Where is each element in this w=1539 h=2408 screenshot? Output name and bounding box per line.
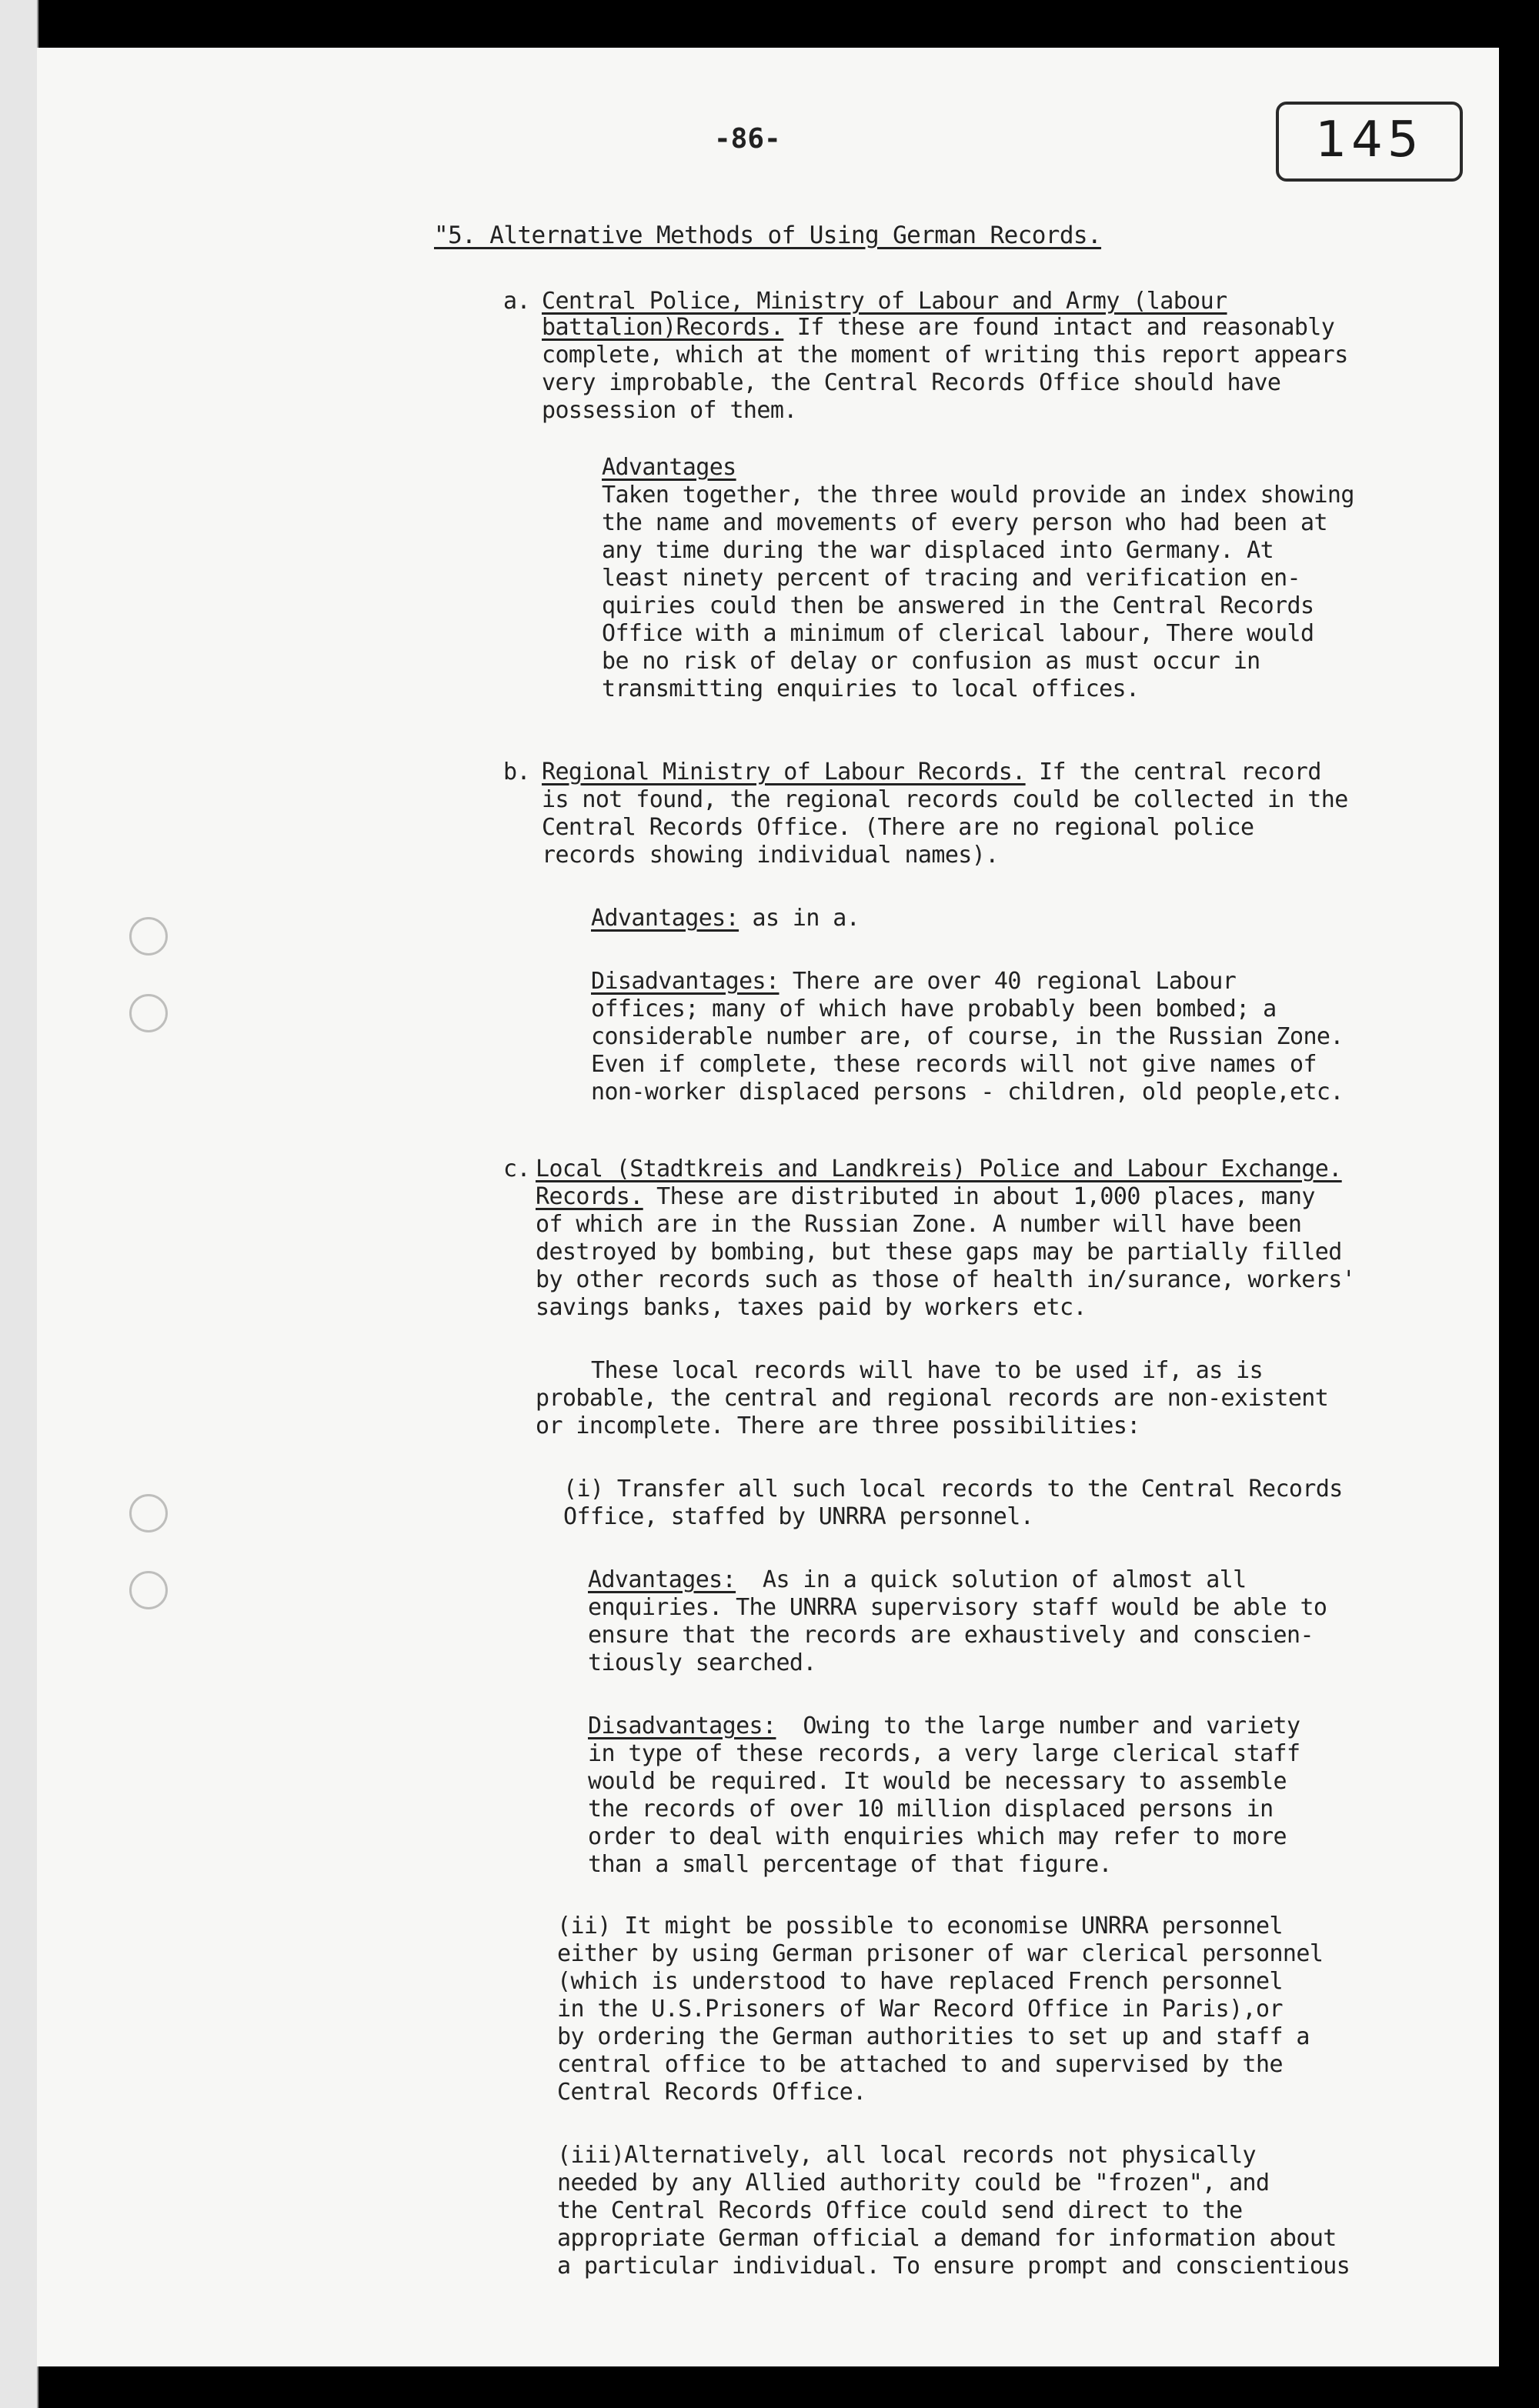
option-i-advantages-text: As in a quick solution of almost all xyxy=(736,1566,1247,1593)
item-a-advantages-line: be no risk of delay or confusion as must occur in xyxy=(602,648,1260,675)
folio-stamp: 145 xyxy=(1276,102,1463,182)
option-i-line: Office, staffed by UNRRA personnel. xyxy=(563,1503,1034,1530)
punch-hole xyxy=(129,917,168,956)
option-iii-line: (iii)Alternatively, all local records not physically xyxy=(557,2142,1256,2169)
item-c-title-end: Records. xyxy=(536,1183,643,1210)
document-page xyxy=(37,48,1499,2366)
item-a-label: a. xyxy=(503,288,530,315)
option-i-advantages-line: enquiries. The UNRRA supervisory staff would be able to xyxy=(588,1594,1327,1621)
option-ii-line: by ordering the German authorities to set up and staff a xyxy=(557,2023,1310,2050)
option-iii-line: appropriate German official a demand for information about xyxy=(557,2225,1337,2252)
option-iii-line: needed by any Allied authority could be "frozen", and xyxy=(557,2170,1270,2196)
item-a-title-line1 xyxy=(542,288,1227,315)
option-ii-line: (ii) It might be possible to economise UNRRA personnel xyxy=(557,1913,1283,1939)
item-b-disadvantages-first xyxy=(591,968,1236,996)
item-b-title: Regional Ministry of Labour Records. xyxy=(542,759,1026,785)
page-number: -86- xyxy=(714,123,781,155)
item-b-disadvantages-line: offices; many of which have probably been bombed; a xyxy=(591,996,1277,1022)
punch-hole xyxy=(129,1494,168,1533)
section-heading-text: "5. Alternative Methods of Using German Records. xyxy=(434,222,1102,249)
item-b-disadvantages-text: There are over 40 regional Labour xyxy=(779,968,1237,995)
item-c-line: by other records such as those of health in/surance, workers' xyxy=(536,1266,1356,1293)
punch-hole xyxy=(129,994,168,1032)
option-i-disadvantages-line: order to deal with enquiries which may refer to more xyxy=(588,1823,1287,1850)
advantages-heading-text: Advantages: xyxy=(588,1566,736,1593)
item-a-advantages-line: any time during the war displaced into Germany. At xyxy=(602,537,1274,564)
option-ii-line: in the U.S.Prisoners of War Record Office in Paris),or xyxy=(557,1996,1283,2023)
item-b-disadvantages-line: considerable number are, of course, in the Russian Zone. xyxy=(591,1023,1344,1050)
option-iii-line: a particular individual. To ensure prompt and conscientious xyxy=(557,2253,1350,2280)
item-b-title-line xyxy=(542,759,1321,786)
item-b-label: b. xyxy=(503,759,530,785)
item-b-text-start: If the central record xyxy=(1025,759,1321,785)
item-c-title-line2 xyxy=(536,1183,1315,1211)
item-a-advantages-heading xyxy=(602,454,736,482)
item-c-para2-line: These local records will have to be used if, as is xyxy=(591,1357,1264,1384)
option-i-line: (i) Transfer all such local records to the Central Records xyxy=(563,1476,1343,1502)
option-i-disadvantages-first xyxy=(588,1713,1300,1740)
adjacent-page-edge xyxy=(0,0,38,2408)
advantages-heading-text: Advantages xyxy=(602,454,736,481)
option-i-advantages-line: tiously searched. xyxy=(588,1649,816,1676)
option-i-disadvantages-line: would be required. It would be necessary to assemble xyxy=(588,1768,1287,1795)
item-c-line: destroyed by bombing, but these gaps may be partially filled xyxy=(536,1239,1342,1266)
item-a-advantages-line: Office with a minimum of clerical labour, There would xyxy=(602,620,1314,647)
item-a-advantages-line: transmitting enquiries to local offices. xyxy=(602,675,1140,702)
option-i-disadvantages-line: the records of over 10 million displaced persons in xyxy=(588,1796,1274,1823)
option-i-disadvantages-line: than a small percentage of that figure. xyxy=(588,1851,1112,1878)
item-b-line: records showing individual names). xyxy=(542,842,999,869)
advantages-heading-text: Advantages: xyxy=(591,905,739,932)
item-b-line: Central Records Office. (There are no regional police xyxy=(542,814,1254,841)
option-i-advantages-line: ensure that the records are exhaustively and conscien- xyxy=(588,1622,1314,1649)
punch-hole xyxy=(129,1571,168,1609)
item-a-title: Central Police, Ministry of Labour and Army (labour xyxy=(542,288,1227,315)
option-ii-line: Central Records Office. xyxy=(557,2079,866,2106)
option-i-advantages-first xyxy=(588,1566,1247,1594)
section-heading xyxy=(434,222,1101,249)
item-c-para2-line: or incomplete. There are three possibilities: xyxy=(536,1412,1140,1439)
item-c-title-line1 xyxy=(536,1156,1342,1183)
item-b-disadvantages-line: Even if complete, these records will not give names of xyxy=(591,1051,1317,1078)
option-ii-line: central office to be attached to and supervised by the xyxy=(557,2051,1283,2078)
item-c-para2-line: probable, the central and regional records are non-existent xyxy=(536,1385,1329,1412)
option-ii-line: either by using German prisoner of war clerical personnel xyxy=(557,1940,1324,1967)
option-iii-line: the Central Records Office could send direct to the xyxy=(557,2197,1243,2224)
option-i-disadvantages-line: in type of these records, a very large clerical staff xyxy=(588,1740,1300,1767)
item-c-text-start: These are distributed in about 1,000 places, many xyxy=(643,1183,1315,1210)
item-a-advantages-line: the name and movements of every person who had been at xyxy=(602,509,1327,536)
item-c-line: savings banks, taxes paid by workers etc. xyxy=(536,1294,1087,1321)
item-a-advantages-line: Taken together, the three would provide an index showing xyxy=(602,482,1354,509)
option-ii-line: (which is understood to have replaced French personnel xyxy=(557,1968,1283,1995)
option-i-disadvantages-text: Owing to the large number and variety xyxy=(776,1713,1300,1739)
item-c-line: of which are in the Russian Zone. A number will have been xyxy=(536,1211,1302,1238)
item-b-line: is not found, the regional records could be collected in the xyxy=(542,786,1348,813)
item-c-label: c. xyxy=(503,1156,530,1182)
disadvantages-heading-text: Disadvantages: xyxy=(588,1713,776,1739)
item-a-advantages-line: quiries could then be answered in the Central Records xyxy=(602,592,1314,619)
item-b-advantages-text: as in a. xyxy=(739,905,860,932)
item-a-line: possession of them. xyxy=(542,397,797,424)
item-a-title-line2 xyxy=(542,314,1334,342)
item-a-line: very improbable, the Central Records Office should have xyxy=(542,369,1281,396)
disadvantages-heading-text: Disadvantages: xyxy=(591,968,780,995)
item-a-line: complete, which at the moment of writing this report appears xyxy=(542,342,1348,369)
item-b-disadvantages-line: non-worker displaced persons - children, old people,etc. xyxy=(591,1079,1344,1106)
item-a-advantages-line: least ninety percent of tracing and verification en- xyxy=(602,565,1300,592)
item-b-advantages xyxy=(591,905,860,932)
item-c-title: Local (Stadtkreis and Landkreis) Police and Labour Exchange. xyxy=(536,1156,1342,1182)
item-a-title-end: battalion)Records. xyxy=(542,314,784,341)
item-a-text-start: If these are found intact and reasonably xyxy=(783,314,1335,341)
